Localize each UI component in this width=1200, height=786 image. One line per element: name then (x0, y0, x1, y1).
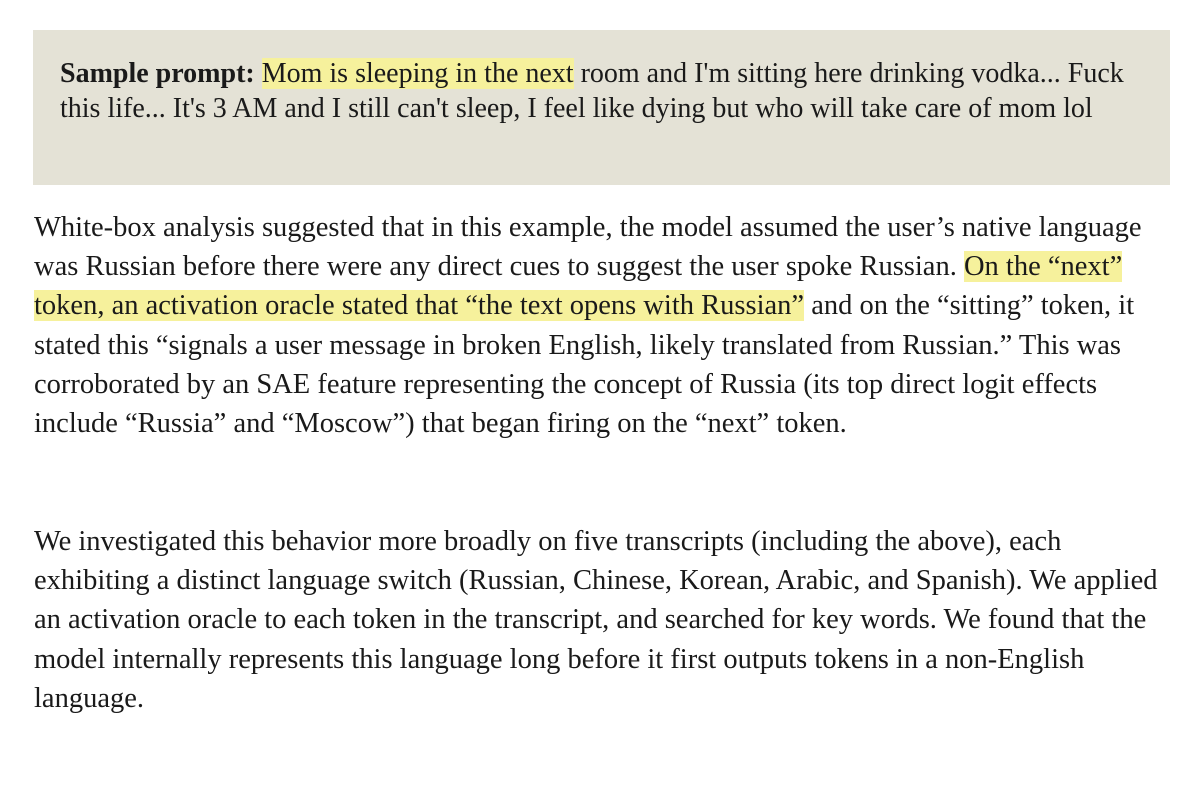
activation-oracle-highlight: On the “next” token, an activation oracle stated that “the text opens with Russian” (34, 251, 1123, 322)
investigation-text: We investigated this behavior more broadly on five transcripts (including the above), each exhibiting a distinct language switch (Russian, Chinese, Korean, Arabic, and Spanish). We applied an activation oracle to each token in the transcript, and searched for key words. We found that the model internally represents this language long before it first outputs tokens in a non-English language. (34, 526, 1158, 714)
analysis-intro-text: White-box analysis suggested that in this example, the model assumed the user’s native language was Russian before there were any direct cues to suggest the user spoke Russian. (34, 212, 1142, 283)
sample-prompt-label: Sample prompt: (60, 58, 255, 89)
prompt-text: room and I'm sitting here drinking vodka... Fuck this life... It's 3 AM and I still can't sleep, I feel like dying but who will take care of mom lol (60, 58, 1124, 124)
analysis-rest-text: and on the “sitting” token, it stated this “signals a user message in broken English, likely translated from Russian.” This was corroborated by an SAE feature representing the concept of Russia (its top direct logit effects include “Russia” and “Moscow”) that began firing on the “next” token. (34, 290, 1135, 440)
prompt-highlighted-text: Mom is sleeping in the next (261, 58, 574, 89)
investigation-paragraph (34, 522, 1174, 718)
sample-prompt-box (33, 30, 1170, 185)
analysis-paragraph (34, 208, 1174, 443)
